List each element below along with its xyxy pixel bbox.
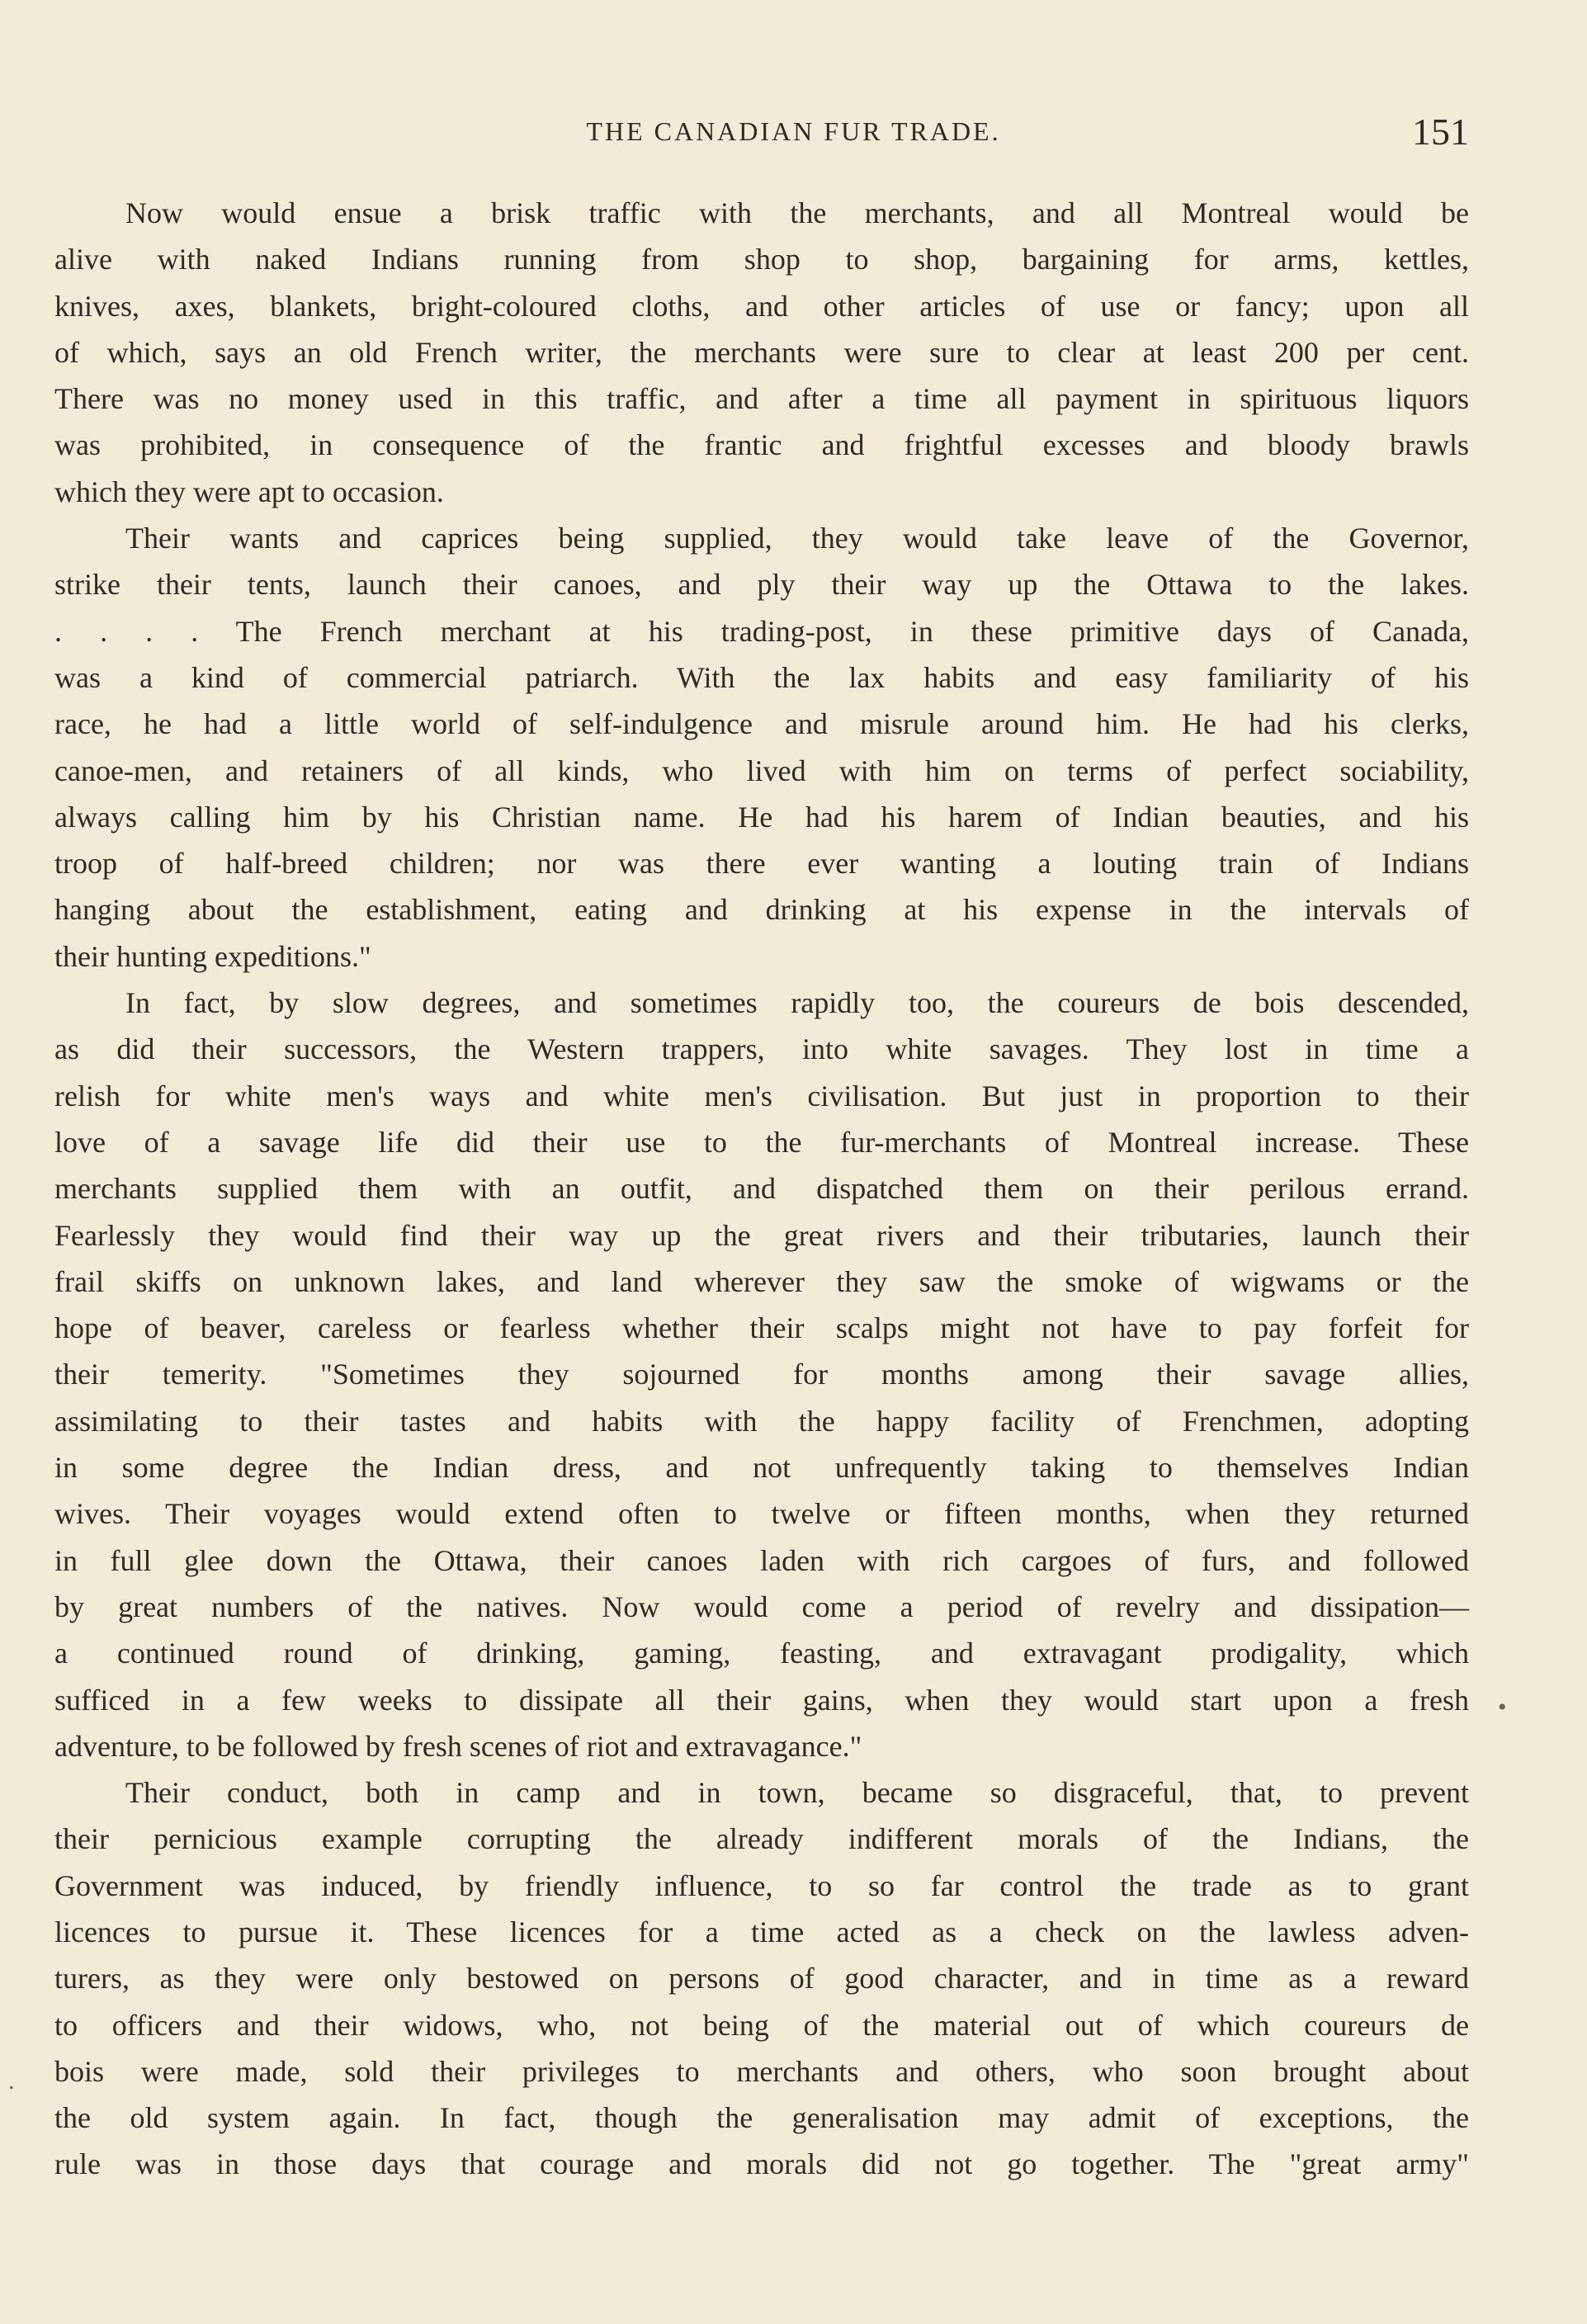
text-line: merchants supplied them with an outfit, and dispatched them on their perilous errand. [54,1172,1469,1206]
text-line: adventure, to be followed by fresh scenes of riot and extravagance." [54,1729,862,1763]
text-line: rule was in those days that courage and morals did not go together. The "great army" [54,2147,1469,2181]
text-line: always calling him by his Christian name. He had his harem of Indian beauties, and his [54,800,1469,834]
text-line: Fearlessly they would find their way up the great rivers and their tributaries, launch their [54,1218,1469,1252]
text-line: relish for white men's ways and white men's civilisation. But just in proportion to their [54,1079,1469,1112]
text-line: by great numbers of the natives. Now would come a period of revelry and dissipation— [54,1589,1469,1623]
text-line: frail skiffs on unknown lakes, and land wherever they saw the smoke of wigwams or the [54,1264,1469,1298]
text-line: There was no money used in this traffic, and after a time all payment in spirituous liquors [54,382,1469,416]
text-line: which they were apt to occasion. [54,475,444,508]
text-line: hanging about the establishment, eating and drinking at his expense in the intervals of [54,893,1469,927]
text-line: in some degree the Indian dress, and not unfrequently taking to themselves Indian [54,1451,1469,1485]
text-line: as did their successors, the Western trappers, into white savages. They lost in time a [54,1032,1469,1066]
text-line: in full glee down the Ottawa, their canoes laden with rich cargoes of furs, and followed [54,1543,1469,1577]
text-line: a continued round of drinking, gaming, feasting, and extravagant prodigality, which [54,1637,1469,1670]
running-title: THE CANADIAN FUR TRADE. [586,116,1001,146]
text-line: Their conduct, both in camp and in town, became so disgraceful, that, to prevent [125,1776,1469,1810]
text-line: strike their tents, launch their canoes, and ply their way up the Ottawa to the lakes. [54,568,1469,602]
text-line: love of a savage life did their use to the fur-merchants of Montreal increase. These [54,1125,1469,1159]
text-line: turers, as they were only bestowed on persons of good character, and in time as a reward [54,1962,1469,1996]
text-line: Their wants and caprices being supplied, they would take leave of the Governor, [125,522,1469,555]
text-line: Now would ensue a brisk traffic with the merchants, and all Montreal would be [125,196,1469,229]
text-line: assimilating to their tastes and habits with the happy facility of Frenchmen, adopting [54,1404,1469,1438]
text-line: wives. Their voyages would extend often to twelve or fifteen months, when they returned [54,1497,1469,1531]
text-line: their pernicious example corrupting the already indifferent morals of the Indians, the [54,1822,1469,1856]
page-number: 151 [1412,111,1469,153]
text-line: their temerity. "Sometimes they sojourned for months among their savage allies, [54,1358,1469,1391]
body-text [54,190,1469,2188]
text-line: was a kind of commercial patriarch. With the lax habits and easy familiarity of his [54,660,1469,694]
text-line: race, he had a little world of self-indulgence and misrule around him. He had his clerks, [54,707,1469,741]
margin-dot-right: • [1498,1693,1507,1721]
text-line: In fact, by slow degrees, and sometimes rapidly too, the coureurs de bois descended, [125,986,1469,1020]
text-line: was prohibited, in consequence of the frantic and frightful excesses and bloody brawls [54,428,1469,462]
text-line: . . . . The French merchant at his trading-post, in these primitive days of Canada, [54,614,1469,648]
text-line: their hunting expeditions." [54,939,371,973]
text-line: troop of half-breed children; nor was there ever wanting a louting train of Indians [54,847,1469,881]
text-line: the old system again. In fact, though the generalisation may admit of exceptions, the [54,2101,1469,2135]
text-line: knives, axes, blankets, bright-coloured cloths, and other articles of use or fancy; upon all [54,289,1469,323]
text-line: to officers and their widows, who, not being of the material out of which coureurs de [54,2008,1469,2042]
text-line: Government was induced, by friendly influence, to so far control the trade as to grant [54,1868,1469,1902]
margin-dot-left: . [8,2067,15,2095]
text-line: bois were made, sold their privileges to merchants and others, who soon brought about [54,2054,1469,2088]
text-line: sufficed in a few weeks to dissipate all their gains, when they would start upon a fresh [54,1683,1469,1717]
text-line: of which, says an old French writer, the merchants were sure to clear at least 200 per cent. [54,335,1469,369]
text-line: hope of beaver, careless or fearless whether their scalps might not have to pay forfeit for [54,1311,1469,1345]
page-header [0,110,1587,159]
text-line: licences to pursue it. These licences for a time acted as a check on the lawless adven- [54,1915,1469,1948]
text-line: alive with naked Indians running from shop to shop, bargaining for arms, kettles, [54,243,1469,276]
text-line: canoe-men, and retainers of all kinds, who lived with him on terms of perfect sociability, [54,753,1469,787]
